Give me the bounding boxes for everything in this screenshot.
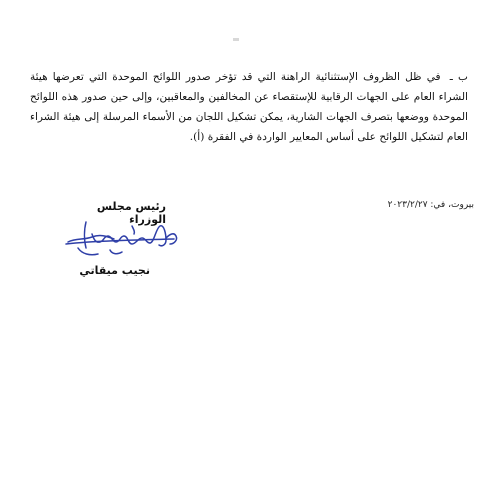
date-line: بيروت، في: ٢٠٢٣/٢/٢٧ (387, 200, 474, 210)
signatory-name: نجيب ميقاتي (79, 264, 150, 277)
scan-mark (233, 38, 239, 41)
paragraph-text: في ظل الظروف الإستثنائية الراهنة التي قد تؤخر صدور اللوائح الموحدة التي تعرضها هيئة الشراء العام على الجهات الرقابية للإستقصاء عن المخالفين والمعاقبين، وإلى حين صدور هذه اللوائح الموحدة ووضعها بتصرف الجهات الشارية، يمكن تشكيل اللجان من الأسماء المرسلة إلى هيئة الشراء العام لتشكيل اللوائح على أساس المعايير الواردة في الفقرة (أ). (30, 71, 468, 143)
handwritten-signature (62, 214, 182, 262)
paragraph-label: ب ـ (449, 71, 468, 83)
signatory-title: رئيس مجلس الوزراء (96, 200, 166, 226)
body-paragraph (30, 67, 468, 147)
